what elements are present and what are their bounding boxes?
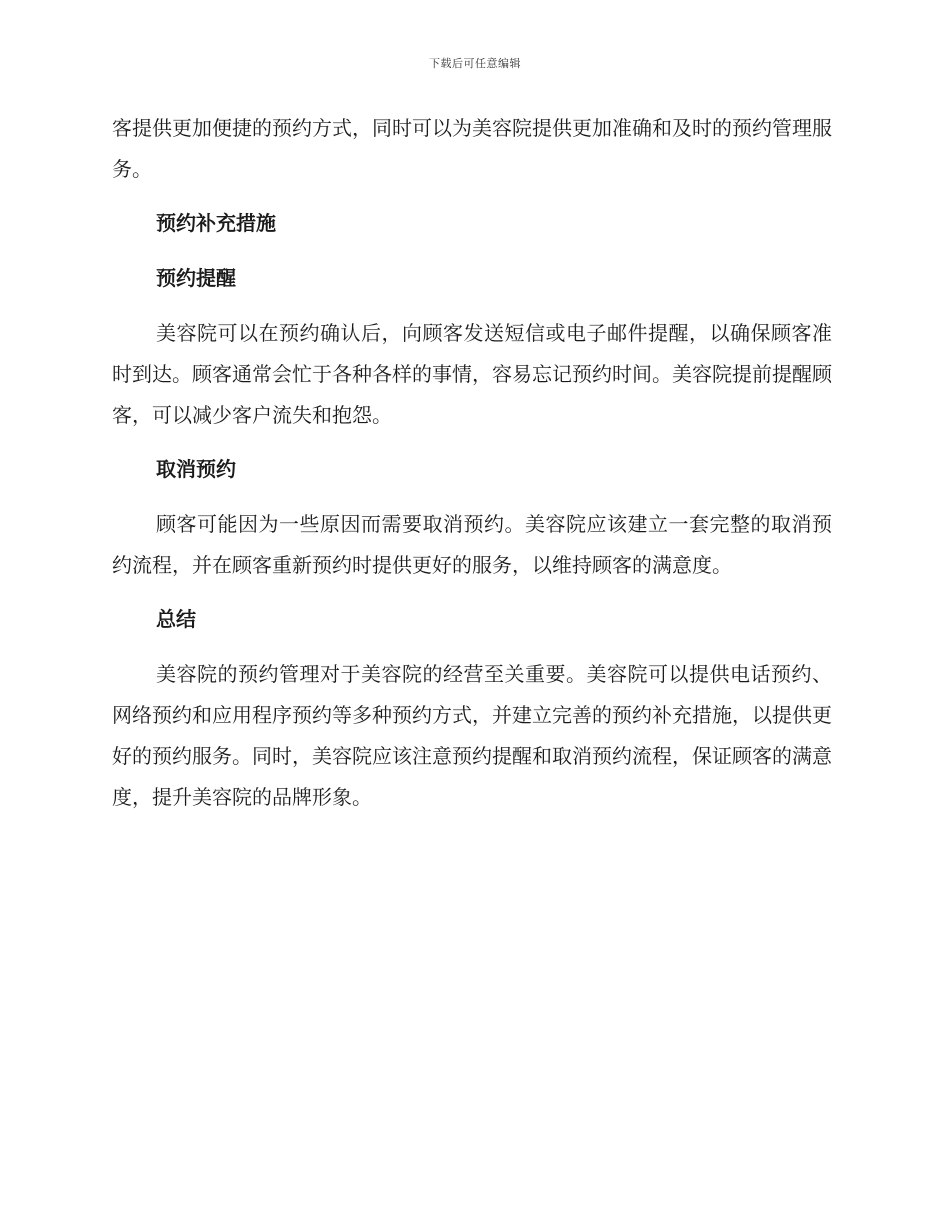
summary-paragraph: 美容院的预约管理对于美容院的经营至关重要。美容院可以提供电话预约、网络预约和应用程序预约等多种预约方式，并建立完善的预约补充措施，以提供更好的预约服务。同时，美容院应该注意预约提醒和取消预约流程，保证顾客的满意度，提升美容院的品牌形象。 [112, 662, 832, 809]
reminder-paragraph: 美容院可以在预约确认后，向顾客发送短信或电子邮件提醒，以确保顾客准时到达。顾客通常会忙于各种各样的事情，容易忘记预约时间。美容院提前提醒顾客，可以减少客户流失和抱怨。 [112, 321, 832, 427]
document-body [112, 108, 832, 831]
section-heading-summary: 总结 [156, 607, 196, 631]
section-heading-cancel: 取消预约 [156, 457, 236, 481]
intro-continued-paragraph: 客提供更加便捷的预约方式，同时可以为美容院提供更加准确和及时的预约管理服务。 [112, 116, 832, 181]
section-heading-supplement: 预约补充措施 [156, 211, 276, 235]
cancel-paragraph: 顾客可能因为一些原因而需要取消预约。美容院应该建立一套完整的取消预约流程，并在顾客重新预约时提供更好的服务，以维持顾客的满意度。 [112, 512, 832, 577]
header-note: 下载后可任意编辑 [429, 57, 521, 70]
section-heading-reminder: 预约提醒 [156, 266, 236, 290]
